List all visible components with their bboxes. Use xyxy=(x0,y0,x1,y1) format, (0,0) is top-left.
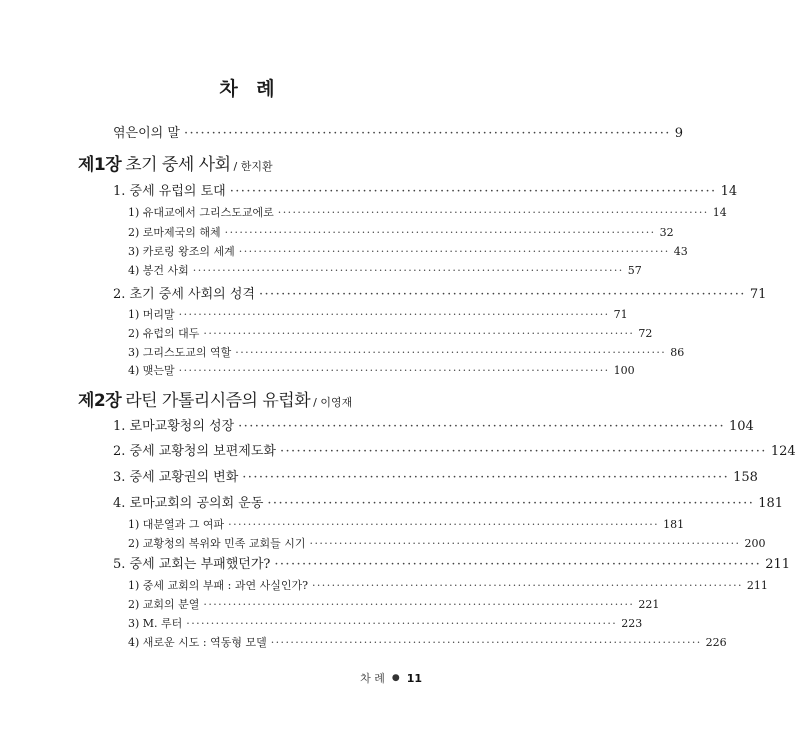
toc-item[interactable] xyxy=(128,325,653,341)
dot-leader: ························································································ xyxy=(224,226,656,239)
page-number: 11 xyxy=(406,671,422,685)
toc-section-page: 124 xyxy=(770,444,796,459)
toc-section-page: 181 xyxy=(758,496,784,511)
toc-item[interactable] xyxy=(128,306,628,322)
toc-section-page: 71 xyxy=(749,287,767,302)
toc-item-page: 71 xyxy=(613,308,628,321)
toc-item-label: 1) 유대교에서 그리스도교에로 xyxy=(128,206,274,219)
toc-item-page: 57 xyxy=(627,264,642,277)
dot-leader: ························································································ xyxy=(229,184,717,199)
dot-leader: ························································································ xyxy=(238,419,725,434)
dot-leader: ························································································ xyxy=(270,636,702,649)
toc-item[interactable] xyxy=(128,535,766,551)
toc-section[interactable] xyxy=(113,553,791,572)
dot-leader: ························································································ xyxy=(277,206,709,219)
toc-item-page: 14 xyxy=(712,206,727,219)
toc-section-label: 1. 로마교황청의 성장 xyxy=(113,419,235,434)
toc-section-label: 4. 로마교회의 공의회 운동 xyxy=(113,496,264,511)
dot-leader: ························································································ xyxy=(235,346,667,359)
chapter-heading[interactable] xyxy=(78,386,352,411)
toc-item-page: 72 xyxy=(638,327,653,340)
dot-leader: ························································································ xyxy=(267,496,755,511)
toc-item[interactable] xyxy=(128,262,642,278)
dot-leader: ························································································ xyxy=(178,364,610,377)
chapter-title: 라틴 가톨리시즘의 유럽화 xyxy=(125,391,311,411)
toc-section[interactable] xyxy=(113,440,796,459)
toc-section-page: 158 xyxy=(733,470,758,485)
page-title: 차 례 xyxy=(219,78,281,100)
dot-leader: ························································································ xyxy=(183,126,671,141)
toc-section[interactable] xyxy=(113,283,767,302)
toc-item[interactable] xyxy=(128,224,674,240)
toc-item-label: 4) 봉건 사회 xyxy=(128,264,189,277)
toc-section-label: 3. 중세 교황권의 변화 xyxy=(113,470,239,485)
dot-leader: ························································································ xyxy=(203,327,635,340)
toc-item-page: 221 xyxy=(638,598,660,611)
toc-item-page: 200 xyxy=(744,537,766,550)
toc-item-label: 1) 머리말 xyxy=(128,308,175,321)
dot-leader: ························································································ xyxy=(279,444,767,459)
toc-item[interactable] xyxy=(128,204,727,220)
chapter-title: 초기 중세 사회 xyxy=(125,155,231,175)
toc-item-page: 32 xyxy=(659,226,674,239)
toc-item-label: 3) 그리스도교의 역할 xyxy=(128,346,232,359)
toc-item[interactable] xyxy=(128,362,635,378)
dot-leader: ························································································ xyxy=(238,245,670,258)
toc-item-label: 3) 카로링 왕조의 세계 xyxy=(128,245,235,258)
toc-item-label: 2) 로마제국의 해체 xyxy=(128,226,221,239)
toc-item-page: 211 xyxy=(746,579,768,592)
dot-leader: ························································································ xyxy=(186,617,618,630)
toc-item-label: 1) 대분열과 그 여파 xyxy=(128,518,225,531)
toc-item-label: 2) 교황청의 복위와 민족 교회들 시기 xyxy=(128,537,306,550)
toc-item-page: 43 xyxy=(673,245,688,258)
toc-item[interactable] xyxy=(128,596,660,612)
toc-section[interactable] xyxy=(113,492,784,511)
dot-leader: ························································································ xyxy=(203,598,635,611)
toc-item[interactable] xyxy=(128,516,685,532)
toc-section-label: 1. 중세 유럽의 토대 xyxy=(113,184,226,199)
dot-leader: ························································································ xyxy=(242,470,730,485)
dot-leader: ························································································ xyxy=(192,264,624,277)
running-header: 차 례 xyxy=(360,672,385,685)
toc-item-page: 181 xyxy=(663,518,685,531)
toc-item[interactable] xyxy=(128,344,685,360)
toc-section-label: 5. 중세 교회는 부패했던가? xyxy=(113,557,271,572)
chapter-number: 제2장 xyxy=(78,391,122,411)
toc-section-page: 104 xyxy=(729,419,754,434)
dot-leader: ························································································ xyxy=(228,518,660,531)
bullet-icon: ● xyxy=(391,673,400,683)
toc-section-label: 2. 초기 중세 사회의 성격 xyxy=(113,287,255,302)
toc-item-label: 2) 교회의 분열 xyxy=(128,598,200,611)
dot-leader: ························································································ xyxy=(312,579,743,592)
dot-leader: ························································································ xyxy=(178,308,610,321)
toc-entry-page: 9 xyxy=(674,126,684,141)
dot-leader: ························································································ xyxy=(274,557,762,572)
toc-item-page: 100 xyxy=(613,364,635,377)
chapter-author: / 이영재 xyxy=(313,396,353,409)
toc-item-page: 223 xyxy=(621,617,643,630)
chapter-author: / 한지환 xyxy=(233,160,273,173)
toc-section-label: 2. 중세 교황청의 보편제도화 xyxy=(113,444,276,459)
toc-section[interactable] xyxy=(113,415,754,434)
toc-section-page: 14 xyxy=(720,184,738,199)
toc-section[interactable] xyxy=(113,466,758,485)
toc-item-page: 86 xyxy=(670,346,685,359)
toc-item[interactable] xyxy=(128,634,727,650)
toc-entry-label: 엮은이의 말 xyxy=(113,126,180,141)
dot-leader: ························································································ xyxy=(258,287,746,302)
toc-item-label: 4) 새로운 시도 : 역동형 모델 xyxy=(128,636,267,649)
toc-item[interactable] xyxy=(128,577,768,593)
toc-item-label: 3) M. 루터 xyxy=(128,617,183,630)
toc-item[interactable] xyxy=(128,615,643,631)
page-footer xyxy=(360,670,422,686)
toc-item-label: 2) 유럽의 대두 xyxy=(128,327,200,340)
chapter-heading[interactable] xyxy=(78,150,273,175)
toc-item[interactable] xyxy=(128,243,688,259)
toc-entry-preface[interactable] xyxy=(113,122,684,141)
toc-item-label: 4) 맺는말 xyxy=(128,364,175,377)
toc-section-page: 211 xyxy=(765,557,791,572)
toc-item-page: 226 xyxy=(705,636,727,649)
toc-item-label: 1) 중세 교회의 부패 : 과연 사실인가? xyxy=(128,579,309,592)
dot-leader: ························································································ xyxy=(309,537,741,550)
toc-section[interactable] xyxy=(113,180,738,199)
chapter-number: 제1장 xyxy=(78,155,122,175)
